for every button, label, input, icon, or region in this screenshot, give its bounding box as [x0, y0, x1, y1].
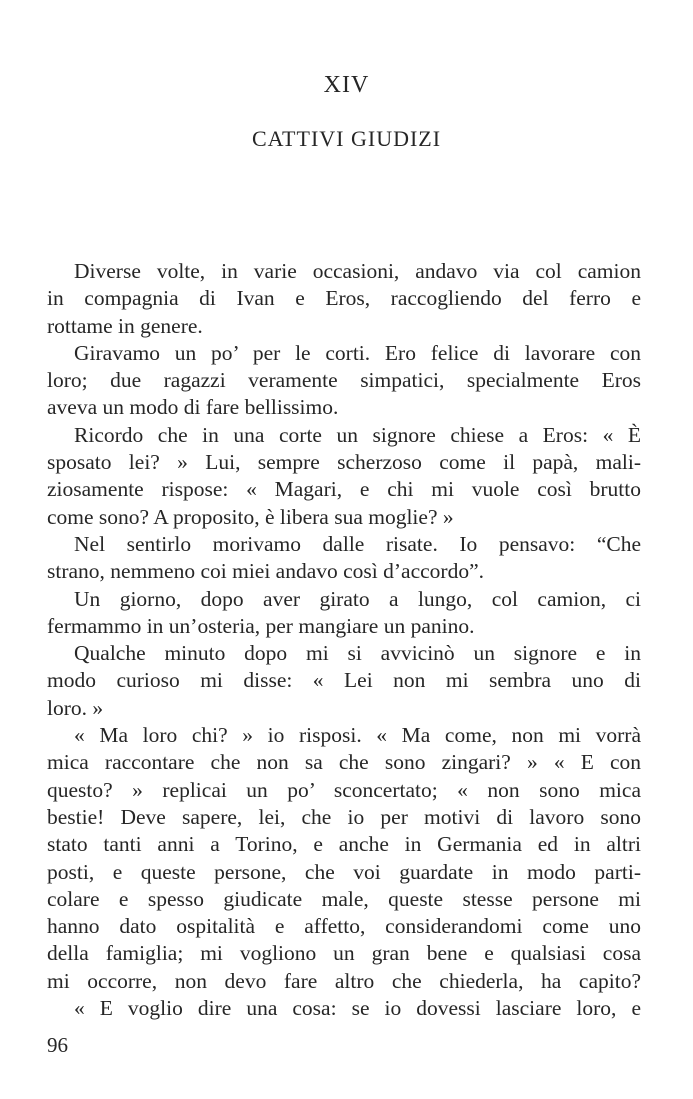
body-text: [47, 258, 641, 1022]
text-line: Giravamo un po’ per le corti. Ero felice di lavorare con: [74, 340, 641, 365]
text-line: loro. »: [47, 695, 104, 720]
text-line: colare e spesso giudicate male, queste stesse persone mi: [47, 886, 641, 911]
text-line: mica raccontare che non sa che sono zingari? » « E con: [47, 750, 641, 775]
text-line: Un giorno, dopo aver girato a lungo, col camion, ci: [74, 586, 641, 611]
text-line: Ricordo che in una corte un signore chiese a Eros: « È: [74, 422, 641, 447]
text-line: Nel sentirlo morivamo dalle risate. Io pensavo: “Che: [74, 531, 641, 556]
text-line: hanno dato ospitalità e affetto, considerandomi come uno: [47, 914, 641, 939]
text-line: « E voglio dire una cosa: se io dovessi lasciare loro, e: [74, 996, 641, 1021]
text-line: Qualche minuto dopo mi si avvicinò un signore e in: [74, 641, 641, 666]
text-line: modo curioso mi disse: « Lei non mi sembra uno di: [47, 668, 641, 693]
text-line: Diverse volte, in varie occasioni, andavo via col camion: [74, 259, 641, 283]
text-line: posti, e queste persone, che voi guardate in modo parti-: [47, 859, 641, 884]
text-line: questo? » replicai un po’ sconcertato; « non sono mica: [47, 777, 641, 802]
text-line: come sono? A proposito, è libera sua moglie? »: [47, 504, 454, 529]
text-line: fermammo in un’osteria, per mangiare un panino.: [47, 613, 475, 638]
chapter-number: XIV: [323, 72, 370, 98]
chapter-title: CATTIVI GIUDIZI: [251, 126, 442, 151]
text-line: in compagnia di Ivan e Eros, raccogliendo del ferro e: [47, 286, 641, 311]
text-line: bestie! Deve sapere, lei, che io per motivi di lavoro sono: [47, 804, 641, 829]
text-line: rottame in genere.: [47, 313, 203, 338]
text-line: sposato lei? » Lui, sempre scherzoso come il papà, mali-: [47, 450, 641, 475]
page-number: 96: [47, 1033, 68, 1057]
text-line: « Ma loro chi? » io risposi. « Ma come, non mi vorrà: [74, 723, 641, 748]
text-line: aveva un modo di fare bellissimo.: [47, 395, 339, 420]
text-line: stato tanti anni a Torino, e anche in Germania ed in altri: [47, 832, 641, 857]
text-line: strano, nemmeno coi miei andavo così d’accordo”.: [47, 559, 485, 584]
text-line: mi occorre, non devo fare altro che chiederla, ha capito?: [47, 968, 641, 993]
text-line: loro; due ragazzi veramente simpatici, specialmente Eros: [47, 368, 641, 393]
text-line: ziosamente rispose: « Magari, e chi mi vuole così brutto: [47, 477, 641, 502]
text-line: della famiglia; mi vogliono un gran bene e qualsiasi cosa: [47, 941, 641, 966]
